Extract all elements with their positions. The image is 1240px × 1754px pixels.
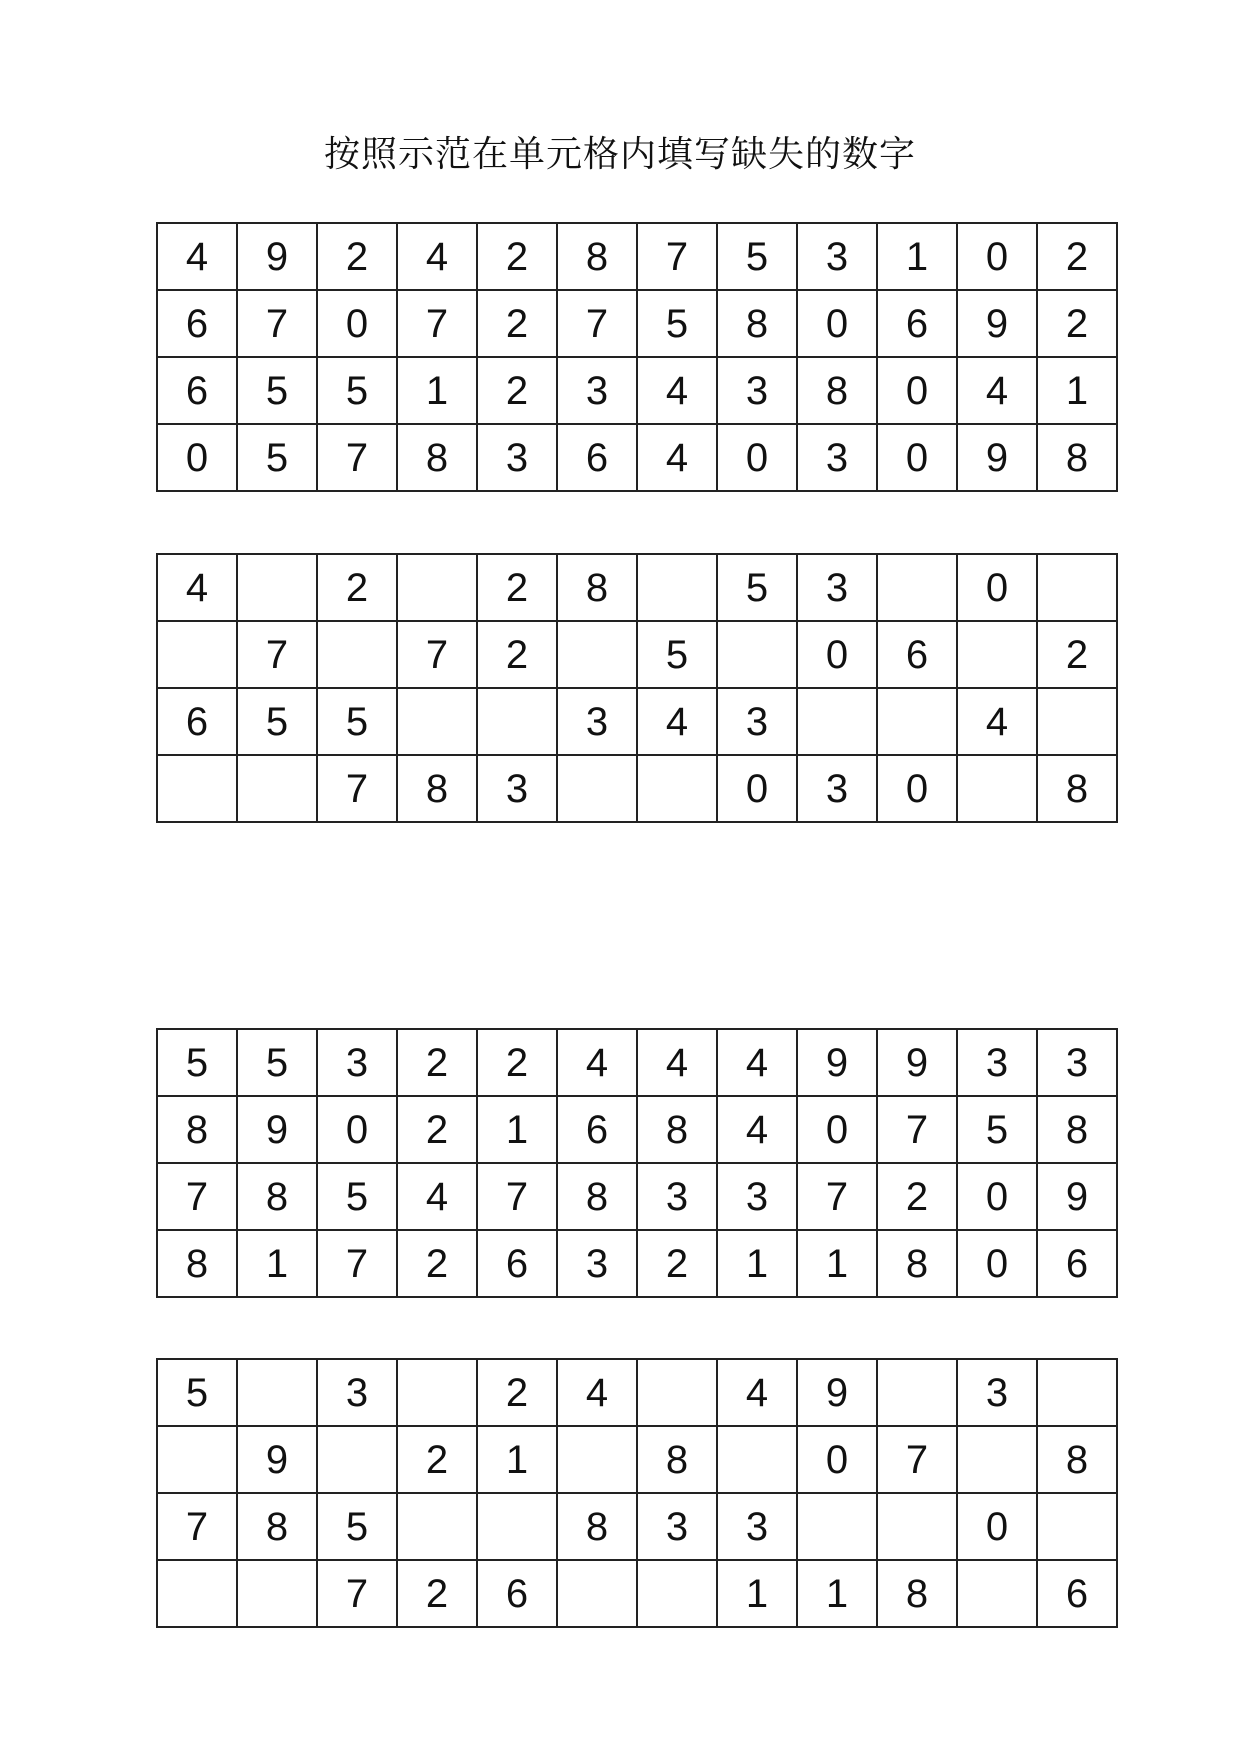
digit-cell: 2: [1037, 621, 1117, 688]
grid-row: [157, 223, 1117, 290]
digit-cell: 0: [157, 424, 237, 491]
digit-cell: 4: [637, 688, 717, 755]
digit-cell: 1: [1037, 357, 1117, 424]
digit-cell: 0: [877, 755, 957, 822]
grid-row: [157, 1029, 1117, 1096]
digit-cell: 9: [797, 1029, 877, 1096]
digit-cell: 5: [237, 357, 317, 424]
blank-cell[interactable]: [557, 1426, 637, 1493]
digit-cell: 3: [797, 554, 877, 621]
digit-cell: 2: [397, 1096, 477, 1163]
blank-cell[interactable]: [477, 688, 557, 755]
digit-cell: 2: [477, 621, 557, 688]
blank-cell[interactable]: [877, 554, 957, 621]
digit-cell: 3: [317, 1029, 397, 1096]
grid-row: [157, 1096, 1117, 1163]
digit-cell: 2: [477, 1359, 557, 1426]
digit-cell: 0: [877, 357, 957, 424]
digit-cell: 0: [957, 554, 1037, 621]
digit-cell: 4: [717, 1029, 797, 1096]
digit-cell: 4: [157, 554, 237, 621]
blank-cell[interactable]: [157, 621, 237, 688]
digit-cell: 2: [1037, 223, 1117, 290]
digit-cell: 3: [477, 755, 557, 822]
grid-row: [157, 424, 1117, 491]
digit-cell: 1: [397, 357, 477, 424]
blank-cell[interactable]: [557, 1560, 637, 1627]
digit-cell: 4: [397, 223, 477, 290]
blank-cell[interactable]: [317, 1426, 397, 1493]
blank-cell[interactable]: [237, 755, 317, 822]
digit-cell: 3: [957, 1359, 1037, 1426]
grid-row: [157, 290, 1117, 357]
blank-cell[interactable]: [237, 1560, 317, 1627]
blank-cell[interactable]: [1037, 688, 1117, 755]
digit-cell: 8: [1037, 1426, 1117, 1493]
digit-cell: 3: [797, 424, 877, 491]
digit-cell: 1: [477, 1096, 557, 1163]
digit-cell: 8: [557, 554, 637, 621]
digit-cell: 6: [557, 1096, 637, 1163]
digit-cell: 0: [957, 223, 1037, 290]
digit-cell: 8: [1037, 1096, 1117, 1163]
blank-cell[interactable]: [637, 755, 717, 822]
digit-cell: 5: [317, 688, 397, 755]
blank-cell[interactable]: [1037, 1493, 1117, 1560]
digit-cell: 6: [1037, 1230, 1117, 1297]
digit-cell: 9: [1037, 1163, 1117, 1230]
digit-cell: 4: [717, 1096, 797, 1163]
digit-cell: 5: [317, 1163, 397, 1230]
digit-cell: 6: [557, 424, 637, 491]
digit-cell: 3: [717, 1493, 797, 1560]
digit-cell: 8: [1037, 755, 1117, 822]
digit-cell: 3: [717, 688, 797, 755]
digit-cell: 5: [237, 424, 317, 491]
digit-cell: 5: [317, 1493, 397, 1560]
digit-cell: 0: [317, 290, 397, 357]
digit-cell: 2: [477, 554, 557, 621]
digit-cell: 4: [717, 1359, 797, 1426]
blank-cell[interactable]: [717, 621, 797, 688]
blank-cell[interactable]: [157, 1560, 237, 1627]
blank-cell[interactable]: [1037, 554, 1117, 621]
blank-cell[interactable]: [637, 1359, 717, 1426]
digit-cell: 8: [157, 1096, 237, 1163]
digit-cell: 6: [477, 1560, 557, 1627]
example-grid-2: [156, 1028, 1118, 1298]
digit-cell: 8: [237, 1493, 317, 1560]
digit-cell: 3: [557, 1230, 637, 1297]
digit-cell: 5: [637, 290, 717, 357]
digit-cell: 8: [397, 424, 477, 491]
digit-cell: 1: [797, 1560, 877, 1627]
digit-cell: 7: [637, 223, 717, 290]
digit-cell: 3: [637, 1163, 717, 1230]
digit-cell: 5: [317, 357, 397, 424]
digit-cell: 3: [637, 1493, 717, 1560]
digit-cell: 8: [397, 755, 477, 822]
digit-cell: 3: [1037, 1029, 1117, 1096]
digit-cell: 2: [317, 554, 397, 621]
digit-cell: 5: [637, 621, 717, 688]
grid-row: [157, 755, 1117, 822]
digit-cell: 7: [397, 621, 477, 688]
blank-cell[interactable]: [157, 1426, 237, 1493]
digit-cell: 7: [317, 424, 397, 491]
digit-cell: 8: [877, 1230, 957, 1297]
exercise-grid-1: [156, 553, 1118, 823]
digit-cell: 7: [157, 1493, 237, 1560]
digit-cell: 1: [797, 1230, 877, 1297]
digit-cell: 0: [957, 1163, 1037, 1230]
digit-cell: 7: [477, 1163, 557, 1230]
digit-cell: 9: [237, 1426, 317, 1493]
digit-cell: 7: [237, 621, 317, 688]
grid-row: [157, 357, 1117, 424]
digit-cell: 4: [637, 424, 717, 491]
blank-cell[interactable]: [317, 621, 397, 688]
digit-cell: 8: [637, 1426, 717, 1493]
digit-cell: 7: [557, 290, 637, 357]
blank-cell[interactable]: [237, 1359, 317, 1426]
blank-cell[interactable]: [557, 755, 637, 822]
digit-cell: 1: [477, 1426, 557, 1493]
digit-cell: 3: [797, 223, 877, 290]
digit-cell: 2: [477, 357, 557, 424]
grid-row: [157, 1163, 1117, 1230]
digit-cell: 9: [797, 1359, 877, 1426]
digit-cell: 2: [317, 223, 397, 290]
digit-cell: 9: [957, 290, 1037, 357]
digit-cell: 5: [957, 1096, 1037, 1163]
digit-cell: 0: [797, 1096, 877, 1163]
digit-cell: 8: [637, 1096, 717, 1163]
digit-cell: 6: [877, 621, 957, 688]
digit-cell: 7: [157, 1163, 237, 1230]
digit-cell: 3: [477, 424, 557, 491]
digit-cell: 5: [157, 1359, 237, 1426]
grid-row: [157, 1230, 1117, 1297]
grid-row: [157, 621, 1117, 688]
blank-cell[interactable]: [717, 1426, 797, 1493]
digit-cell: 6: [877, 290, 957, 357]
digit-cell: 5: [237, 688, 317, 755]
digit-cell: 7: [317, 755, 397, 822]
digit-cell: 4: [637, 357, 717, 424]
blank-cell[interactable]: [637, 554, 717, 621]
digit-cell: 4: [397, 1163, 477, 1230]
digit-cell: 7: [317, 1560, 397, 1627]
digit-cell: 0: [957, 1230, 1037, 1297]
blank-cell[interactable]: [397, 554, 477, 621]
digit-cell: 2: [877, 1163, 957, 1230]
digit-cell: 3: [557, 688, 637, 755]
digit-cell: 5: [717, 554, 797, 621]
digit-cell: 4: [157, 223, 237, 290]
digit-cell: 2: [637, 1230, 717, 1297]
digit-cell: 6: [157, 290, 237, 357]
digit-cell: 2: [1037, 290, 1117, 357]
blank-cell[interactable]: [797, 688, 877, 755]
digit-cell: 2: [397, 1560, 477, 1627]
blank-cell[interactable]: [397, 1359, 477, 1426]
example-grid-1: [156, 222, 1118, 492]
digit-cell: 6: [157, 357, 237, 424]
blank-cell[interactable]: [157, 755, 237, 822]
blank-cell[interactable]: [397, 1493, 477, 1560]
digit-cell: 0: [317, 1096, 397, 1163]
digit-cell: 9: [237, 1096, 317, 1163]
blank-cell[interactable]: [877, 1493, 957, 1560]
blank-cell[interactable]: [557, 621, 637, 688]
digit-cell: 3: [717, 357, 797, 424]
grid-row: [157, 688, 1117, 755]
digit-cell: 1: [877, 223, 957, 290]
digit-cell: 2: [397, 1230, 477, 1297]
digit-cell: 1: [237, 1230, 317, 1297]
digit-cell: 5: [237, 1029, 317, 1096]
digit-cell: 8: [557, 1163, 637, 1230]
digit-cell: 0: [797, 290, 877, 357]
digit-cell: 7: [877, 1096, 957, 1163]
blank-cell[interactable]: [957, 1560, 1037, 1627]
digit-cell: 0: [717, 424, 797, 491]
digit-cell: 3: [317, 1359, 397, 1426]
digit-cell: 7: [237, 290, 317, 357]
digit-cell: 8: [1037, 424, 1117, 491]
digit-cell: 4: [957, 688, 1037, 755]
digit-cell: 3: [557, 357, 637, 424]
digit-cell: 8: [557, 1493, 637, 1560]
grid-row: [157, 1359, 1117, 1426]
digit-cell: 8: [237, 1163, 317, 1230]
digit-cell: 1: [717, 1230, 797, 1297]
blank-cell[interactable]: [1037, 1359, 1117, 1426]
digit-cell: 0: [957, 1493, 1037, 1560]
grid-row: [157, 1560, 1117, 1627]
digit-cell: 0: [797, 621, 877, 688]
digit-cell: 0: [797, 1426, 877, 1493]
digit-cell: 8: [157, 1230, 237, 1297]
digit-cell: 5: [717, 223, 797, 290]
digit-cell: 8: [877, 1560, 957, 1627]
blank-cell[interactable]: [397, 688, 477, 755]
digit-cell: 6: [1037, 1560, 1117, 1627]
digit-cell: 7: [797, 1163, 877, 1230]
blank-cell[interactable]: [797, 1493, 877, 1560]
digit-cell: 9: [237, 223, 317, 290]
blank-cell[interactable]: [957, 621, 1037, 688]
digit-cell: 7: [397, 290, 477, 357]
blank-cell[interactable]: [877, 1359, 957, 1426]
digit-cell: 2: [477, 223, 557, 290]
grid-row: [157, 1426, 1117, 1493]
blank-cell[interactable]: [957, 755, 1037, 822]
blank-cell[interactable]: [477, 1493, 557, 1560]
digit-cell: 4: [637, 1029, 717, 1096]
blank-cell[interactable]: [237, 554, 317, 621]
digit-cell: 6: [477, 1230, 557, 1297]
digit-cell: 6: [157, 688, 237, 755]
grid-row: [157, 1493, 1117, 1560]
digit-cell: 8: [717, 290, 797, 357]
blank-cell[interactable]: [877, 688, 957, 755]
digit-cell: 3: [797, 755, 877, 822]
digit-cell: 1: [717, 1560, 797, 1627]
digit-cell: 5: [157, 1029, 237, 1096]
digit-cell: 2: [397, 1029, 477, 1096]
digit-cell: 9: [877, 1029, 957, 1096]
exercise-grid-2: [156, 1358, 1118, 1628]
worksheet-title: 按照示范在单元格内填写缺失的数字: [323, 134, 916, 175]
digit-cell: 2: [477, 290, 557, 357]
digit-cell: 2: [397, 1426, 477, 1493]
digit-cell: 3: [957, 1029, 1037, 1096]
blank-cell[interactable]: [957, 1426, 1037, 1493]
digit-cell: 0: [717, 755, 797, 822]
digit-cell: 9: [957, 424, 1037, 491]
digit-cell: 3: [717, 1163, 797, 1230]
digit-cell: 8: [557, 223, 637, 290]
blank-cell[interactable]: [637, 1560, 717, 1627]
digit-cell: 7: [877, 1426, 957, 1493]
digit-cell: 4: [557, 1029, 637, 1096]
grid-row: [157, 554, 1117, 621]
digit-cell: 8: [797, 357, 877, 424]
digit-cell: 2: [477, 1029, 557, 1096]
digit-cell: 7: [317, 1230, 397, 1297]
digit-cell: 0: [877, 424, 957, 491]
digit-cell: 4: [957, 357, 1037, 424]
digit-cell: 4: [557, 1359, 637, 1426]
